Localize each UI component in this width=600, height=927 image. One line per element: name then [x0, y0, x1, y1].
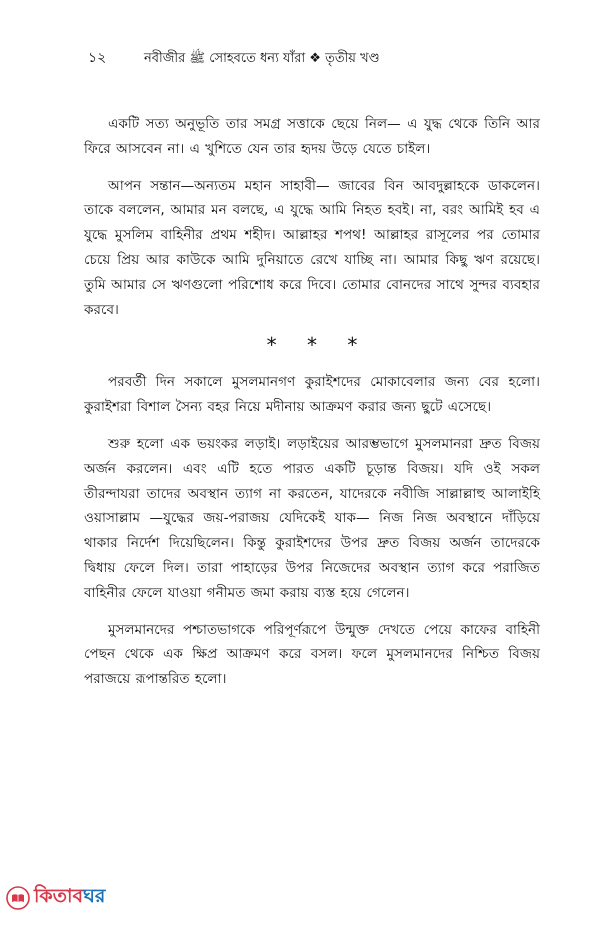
logo-text-first: কিতাব	[34, 885, 84, 907]
logo-text-second: ঘর	[83, 885, 106, 907]
paragraph: পরবর্তী দিন সকালে মুসলমানগণ কুরাইশদের মোকাবেলার জন্য বের হলো। কুরাইশরা বিশাল সৈন্য বহর নিয়ে মদীনায় আক্রমণ করার জন্য ছুটে এসেছে।	[84, 374, 540, 416]
running-title: নবীজীর ﷺ সোহবতে ধন্য যাঁরা ❖ তৃতীয় খণ্ড	[144, 51, 380, 66]
paragraph: আপন সন্তান—অন্যতম মহান সাহাবী— জাবের বিন আবদুল্লাহকে ডাকলেন। তাকে বললেন, আমার মন বলছে, এ যুদ্ধে আমি নিহত হবই। না, বরং আমিই হব এ যুদ্ধে মুসলিম বাহিনীর প্রথম শহীদ। আল্লাহর শপথ! আল্লাহর রাসূলের পর তোমার চেয়ে প্রিয় আর কাউকে আমি দুনিয়াতে রেখে যাচ্ছি না। আমার কিছু ঋণ রয়েছে। তুমি আমার সে ঋণগুলো পরিশোধ করে দিবে। তোমার বোনদের সাথে সুন্দর ব্যবহার করবে।	[84, 177, 540, 318]
paragraph: একটি সত্য অনুভূতি তার সমগ্র সত্তাকে ছেয়ে নিল— এ যুদ্ধ থেকে তিনি আর ফিরে আসবেন না। এ খুশিতে যেন তার হৃদয় উড়ে যেতে চাইল।	[84, 116, 540, 157]
page-header	[88, 46, 508, 70]
open-book-logo-icon	[6, 886, 30, 910]
logo-wordmark	[34, 882, 105, 914]
page-number: ১২	[88, 50, 107, 66]
paragraph: শুরু হলো এক ভয়ংকর লড়াই। লড়াইয়ের আরম্ভভাগে মুসলমানরা দ্রুত বিজয় অর্জন করলেন। এবং এটি হতে পারত একটি চূড়ান্ত বিজয়। যদি ওই সকল তীরন্দাযরা তাদের অবস্থান ত্যাগ না করতেন, যাদেরকে নবীজি সাল্লাল্লাহু আলাইহি ওয়াসাল্লাম —যুদ্ধের জয়-পরাজয় যেদিকেই যাক— নিজ নিজ অবস্থানে দাঁড়িয়ে থাকার নির্দেশ দিয়েছিলেন। কিন্তু কুরাইশদের উপর দ্রুত বিজয় অর্জন তাদেরকে দ্বিধায় ফেলে দিল। তারা পাহাড়ের উপর নিজেদের অবস্থান ত্যাগ করে পরাজিত বাহিনীর ফেলে যাওয়া গনীমত জমা করায় ব্যস্ত হয়ে গেলেন।	[84, 435, 540, 601]
section-divider: * * *	[266, 333, 370, 358]
watermark-logo	[6, 882, 105, 914]
page-body	[84, 112, 540, 704]
paragraph: মুসলমানদের পশ্চাতভাগকে পরিপূর্ণরূপে উন্মুক্ত দেখতে পেয়ে কাফের বাহিনী পেছন থেকে এক ক্ষিপ্র আক্রমণ করে বসল। ফলে মুসলমানদের নিশ্চিত বিজয় পরাজয়ে রূপান্তরিত হলো।	[84, 621, 540, 688]
